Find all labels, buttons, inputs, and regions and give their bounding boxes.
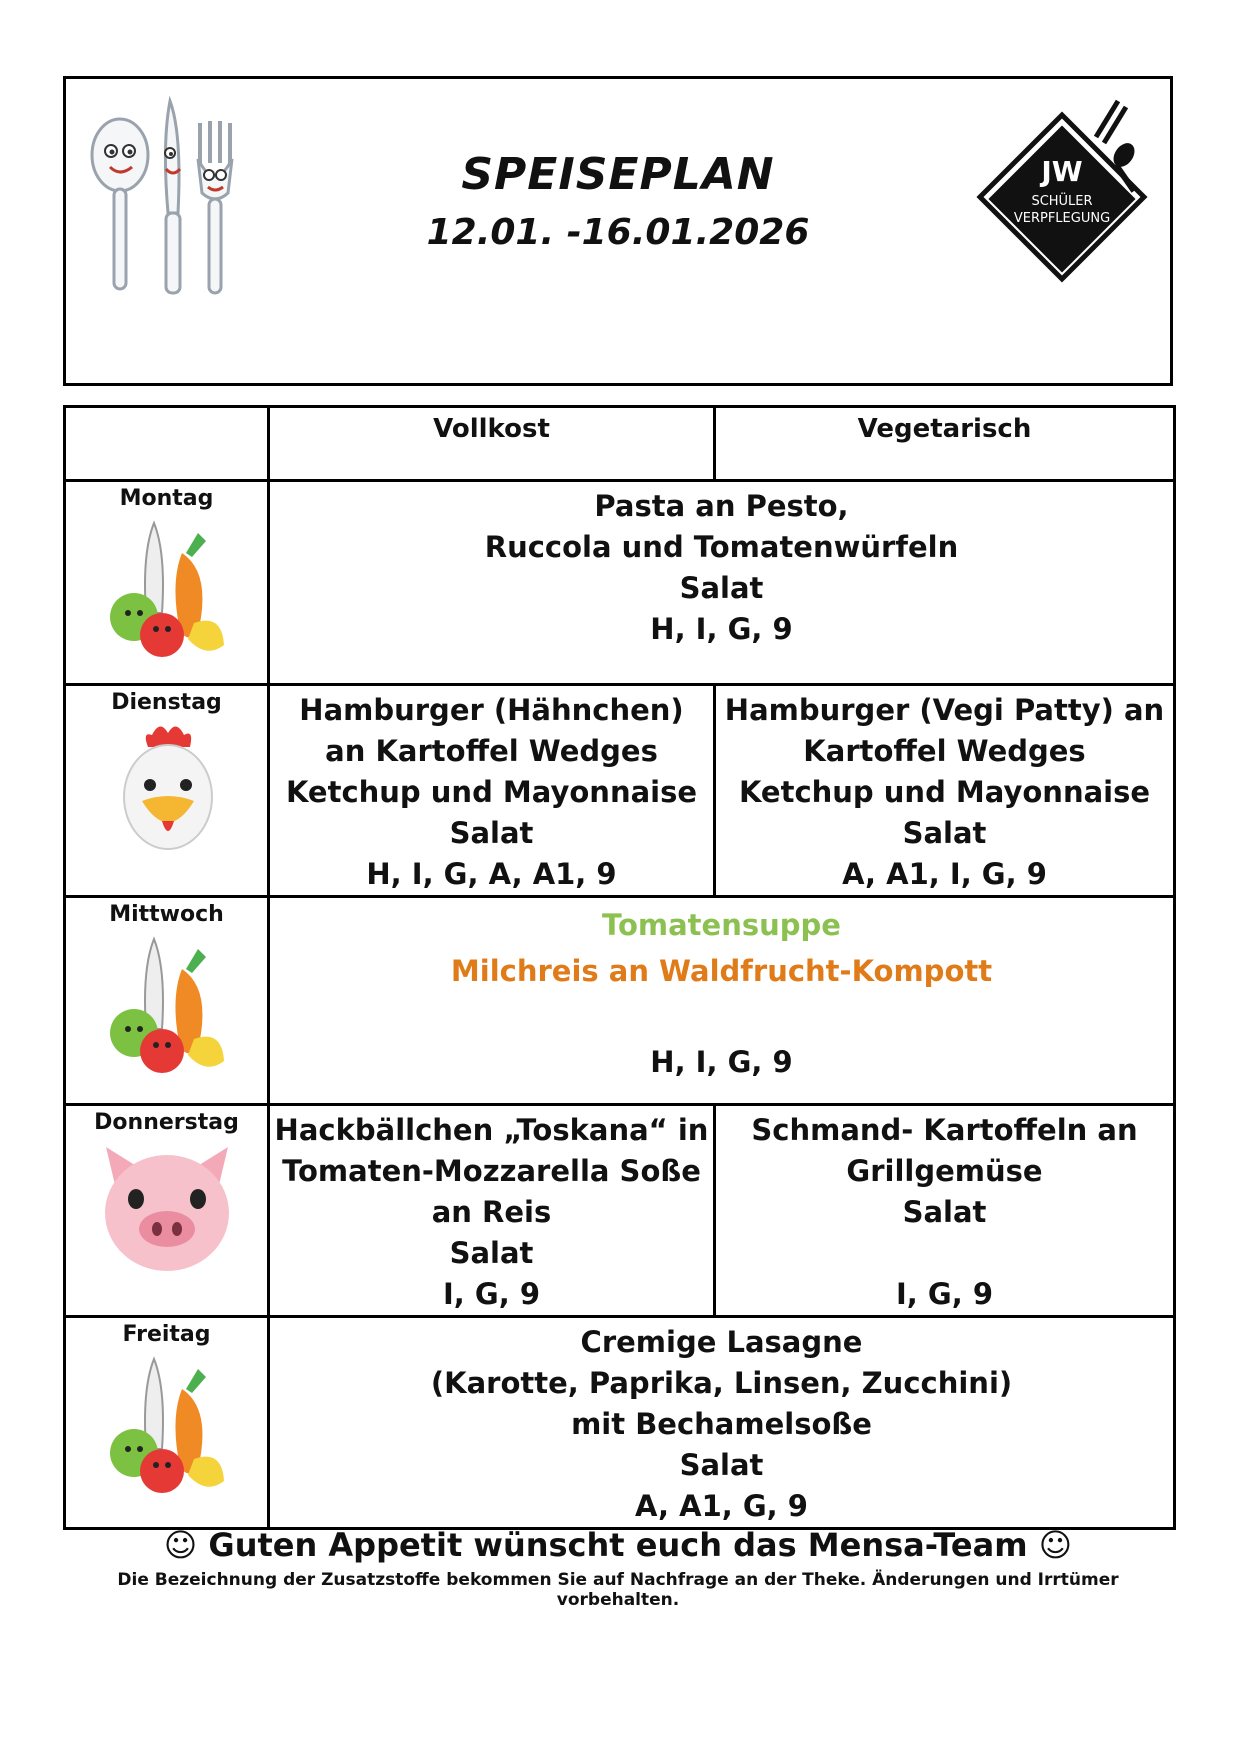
day-row-tuesday [65,685,1175,897]
pig-icon [94,1137,240,1277]
dish-line: Cremige Lasagne [580,1325,863,1359]
allergen-line: I, G, 9 [896,1277,993,1311]
footer-note: Die Bezeichnung der Zusatzstoffe bekommen Sie auf Nachfrage an der Theke. Änderungen und Irrtümer vorbehalten. [117,1570,1119,1610]
day-cell [65,897,269,1105]
dish-line: Grillgemüse [846,1154,1043,1188]
page-title: SPEISEPLAN [461,149,775,200]
dish-line: Schmand- Kartoffeln an [751,1113,1138,1147]
allergen-line: A, A1, I, G, 9 [842,857,1047,891]
dish-line: Hamburger (Vegi Patty) an [724,693,1165,727]
day-name: Montag [119,486,214,511]
logo-line1: SCHÜLER [1031,194,1093,209]
day-row-wednesday [65,897,1175,1105]
logo-line2: VERPFLEGUNG [1013,211,1111,226]
dish-line: Hamburger (Hähnchen) [299,693,684,727]
dish-cell-full [269,1105,715,1317]
day-row-thursday [65,1105,1175,1317]
day-cell [65,481,269,685]
dish-line: Pasta an Pesto, [594,489,849,523]
dish-line: Salat [902,1195,987,1229]
day-name: Freitag [122,1322,211,1347]
menu-table [63,405,1176,1530]
dish-line: Ruccola und Tomatenwürfeln [484,530,959,564]
chicken-icon [112,717,222,857]
date-range: 12.01. -16.01.2026 [426,212,810,253]
day-row-friday [65,1317,1175,1529]
soup-line: Tomatensuppe [602,908,841,942]
vegetables-icon [102,1349,232,1499]
dish-cell-full [269,685,715,897]
dish-line: (Karotte, Paprika, Linsen, Zucchini) [430,1366,1013,1400]
dish-line: Ketchup und Mayonnaise [285,775,698,809]
logo-initials: JW [1041,155,1083,188]
column-header-full: Vollkost [269,407,715,481]
dish-line: Salat [902,816,987,850]
vegetables-icon [102,513,232,663]
dish-cell-vegetarian [715,1105,1175,1317]
dish-line: Salat [449,1236,534,1270]
day-cell [65,1105,269,1317]
day-name: Donnerstag [94,1110,239,1135]
blank-line [270,994,1173,1042]
allergen-line: H, I, G, 9 [650,612,793,646]
dish-line: Kartoffel Wedges [803,734,1086,768]
blank-line [716,1233,1173,1274]
empty-corner-cell [65,407,269,481]
footer-message: ☺ Guten Appetit wünscht euch das Mensa-Team ☺ [163,1526,1073,1564]
allergen-line: I, G, 9 [443,1277,540,1311]
column-header-vegetarian: Vegetarisch [715,407,1175,481]
day-name: Dienstag [111,690,222,715]
cutlery-logo-icon [968,95,1148,295]
allergen-line: A, A1, G, 9 [635,1489,808,1523]
allergen-line: H, I, G, 9 [650,1045,793,1079]
dish-line: Ketchup und Mayonnaise [738,775,1151,809]
dish-line: mit Bechamelsoße [571,1407,872,1441]
vegetables-icon [102,929,232,1079]
column-header-row [65,407,1175,481]
dish-cell-shared [269,897,1175,1105]
dessert-line: Milchreis an Waldfrucht-Kompott [450,954,993,988]
dish-line: an Kartoffel Wedges [325,734,658,768]
day-cell [65,685,269,897]
day-cell [65,1317,269,1529]
dish-cell-vegetarian [715,685,1175,897]
day-name: Mittwoch [109,902,224,927]
day-row-monday [65,481,1175,685]
dish-line: Salat [449,816,534,850]
header-box [63,76,1173,386]
dish-line: Tomaten-Mozzarella Soße [282,1154,701,1188]
dish-line: Salat [679,571,764,605]
dish-line: Salat [679,1448,764,1482]
dish-cell-shared [269,1317,1175,1529]
dish-line: Hackbällchen „Toskana“ in [274,1113,709,1147]
allergen-line: H, I, G, A, A1, 9 [366,857,617,891]
dish-cell-shared [269,481,1175,685]
dish-line: an Reis [431,1195,552,1229]
